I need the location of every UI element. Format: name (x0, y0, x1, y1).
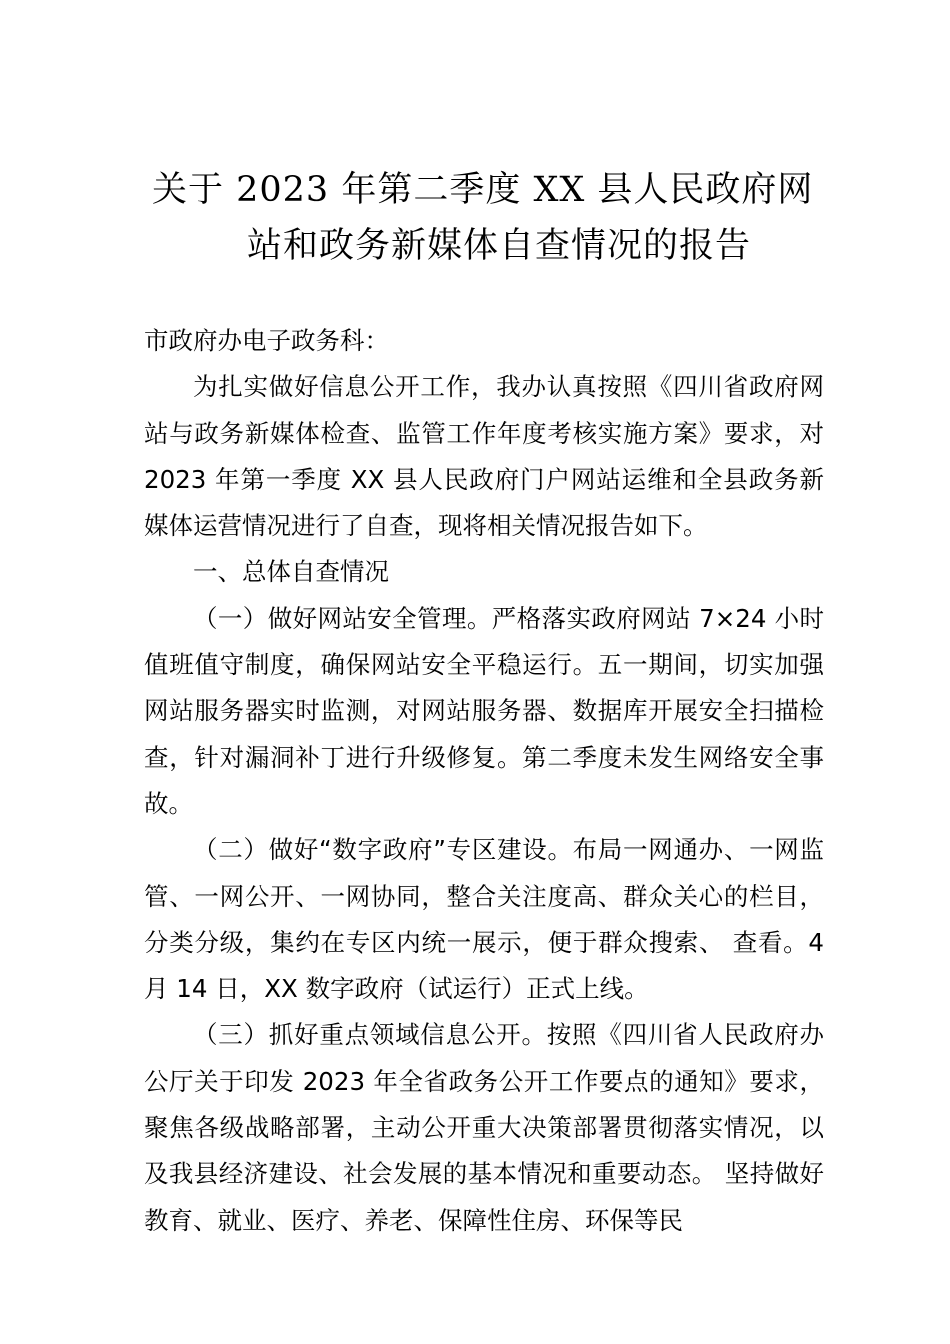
paragraph-website-security: （一）做好网站安全管理。严格落实政府网站 7×24 小时值班值守制度，确保网站安全平稳运行。五一期间，切实加强网站服务器实时监测，对网站服务器、数据库开展安全扫描检查，针对漏洞补丁进行升级修复。第二季度未发生网络安全事故。 (144, 603, 824, 818)
paragraph-digital-government: （二）做好“数字政府”专区建设。布局一网通办、一网监管、一网公开、一网协同，整合关注度高、群众关心的栏目，分类分级，集约在专区内统一展示，便于群众搜索、 查看。4 月 14 日，XX 数字政府（试运行）正式上线。 (144, 835, 824, 1004)
document-body (144, 318, 824, 1244)
intro-paragraph: 为扎实做好信息公开工作，我办认真按照《四川省政府网站与政务新媒体检查、监管工作年度考核实施方案》要求，对 2023 年第一季度 XX 县人民政府门户网站运维和全县政务新媒体运营情况进行了自查，现将相关情况报告如下。 (144, 372, 824, 541)
title-line-1: 关于 2023 年第二季度 XX 县人民政府网 (152, 170, 814, 210)
salutation: 市政府办电子政务科： (144, 326, 389, 355)
section-heading-1: 一、总体自查情况 (193, 557, 389, 587)
paragraph-key-areas-disclosure: （三）抓好重点领域信息公开。按照《四川省人民政府办公厅关于印发 2023 年全省政务公开工作要点的通知》要求，聚焦各级战略部署，主动公开重大决策部署贯彻落实情况，以及我县经济建设、社会发展的基本情况和重要动态。 坚持做好教育、就业、医疗、养老、保障性住房、环保等民 (144, 1020, 824, 1235)
title-line-2: 站和政务新媒体自查情况的报告 (247, 226, 752, 266)
